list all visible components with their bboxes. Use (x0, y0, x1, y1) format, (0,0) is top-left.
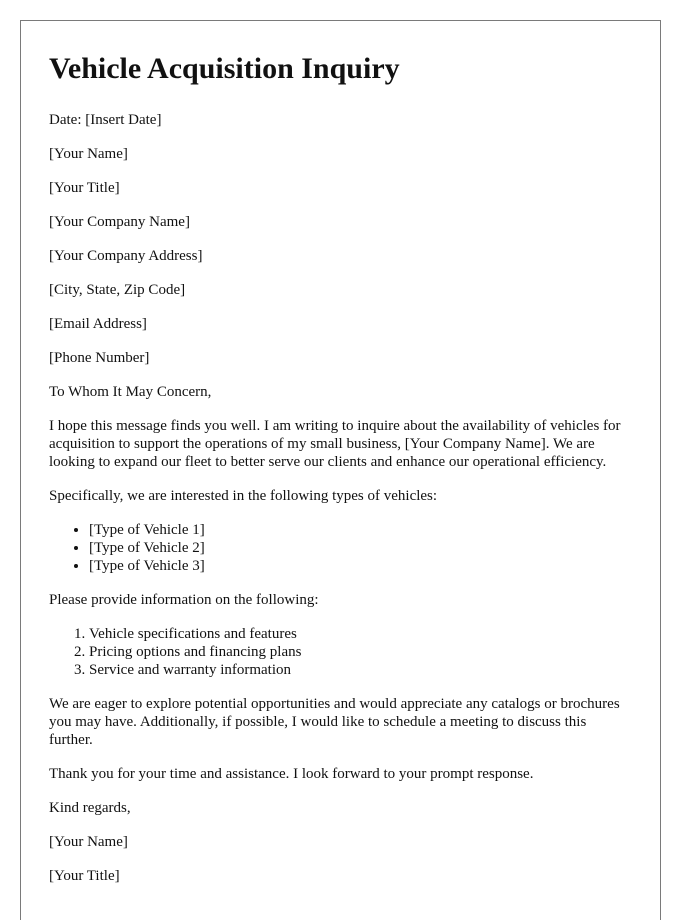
letter-page (20, 20, 661, 920)
list-item: 3. Service and warranty information (89, 661, 624, 679)
thanks-paragraph: Thank you for your time and assistance. I look forward to your prompt response. (49, 766, 534, 782)
signature-name: [Your Name] (49, 834, 128, 850)
sender-address: [Your Company Address] (49, 248, 203, 264)
sender-email: [Email Address] (49, 316, 147, 332)
intro-paragraph: I hope this message finds you well. I am writing to inquire about the availability of vehicles for acquisition to support the operations of my small business, [Your Company Name]. We are looking to expand our fleet to better serve our clients and enhance our operational efficiency. (49, 418, 621, 470)
letter-title: Vehicle Acquisition Inquiry (49, 52, 400, 85)
list-item: • [Type of Vehicle 1] (89, 521, 624, 539)
date-line: Date: [Insert Date] (49, 112, 162, 128)
closing-paragraph: We are eager to explore potential opportunities and would appreciate any catalogs or brochures you may have. Additionally, if possible, I would like to schedule a meeting to discuss this further. (49, 696, 620, 748)
vehicle-intro: Specifically, we are interested in the following types of vehicles: (49, 488, 438, 504)
list-item: 2. Pricing options and financing plans (89, 643, 624, 661)
sender-title: [Your Title] (49, 180, 120, 196)
sender-company: [Your Company Name] (49, 214, 190, 230)
list-item: • [Type of Vehicle 3] (89, 557, 624, 575)
list-item: 1. Vehicle specifications and features (89, 625, 624, 643)
sender-name: [Your Name] (49, 146, 128, 162)
letter-content (49, 49, 624, 901)
sender-city-line: [City, State, Zip Code] (49, 282, 186, 298)
signature-title: [Your Title] (49, 868, 120, 884)
signoff: Kind regards, (49, 800, 131, 816)
info-intro: Please provide information on the following: (49, 592, 319, 608)
info-request-list (49, 625, 624, 679)
salutation: To Whom It May Concern, (49, 384, 212, 400)
vehicle-type-list (49, 521, 624, 575)
sender-phone: [Phone Number] (49, 350, 150, 366)
list-item: • [Type of Vehicle 2] (89, 539, 624, 557)
